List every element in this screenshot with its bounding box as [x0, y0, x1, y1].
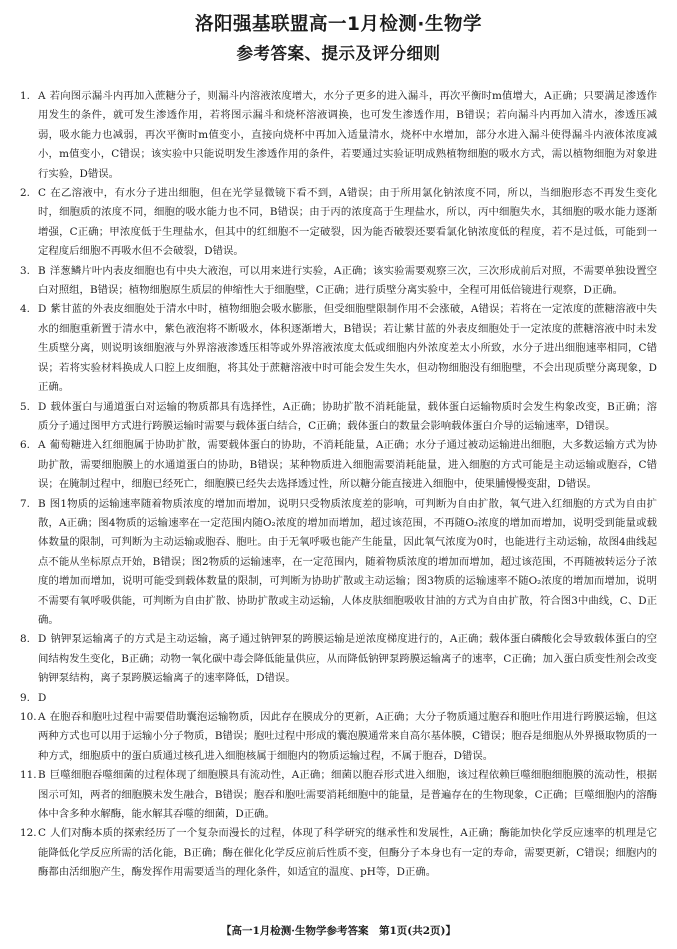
answer-letter: C	[38, 827, 46, 840]
question-number: 4.	[20, 303, 30, 316]
explanation-text: 洋葱鳞片叶内表皮细胞也有中央大液泡，可以用来进行实验，A正确；该实验需要观察三次，三次形成前后对照，不需要单独设置空白对照组，B错误；植物细胞原生质层的伸缩性大于细胞壁，C正确；进行质壁分离实验中，全程可用低倍镜进行观察，D正确。	[38, 264, 657, 297]
question-number: 11.	[20, 769, 37, 782]
answer-item	[20, 495, 657, 631]
question-number: 5.	[20, 400, 30, 413]
answer-letter: D	[38, 303, 47, 316]
question-number: 8.	[20, 633, 30, 646]
question-number: 10.	[20, 711, 37, 723]
answer-item	[20, 824, 657, 882]
answer-letter: D	[38, 400, 47, 413]
page-footer: 【高一1月检测·生物学参考答案 第1页(共2页)】	[220, 925, 456, 937]
answer-item	[20, 708, 657, 766]
answer-letter: C	[38, 187, 46, 200]
answer-letter: A	[38, 711, 46, 723]
answer-letter: B	[38, 497, 46, 510]
answer-item	[20, 630, 657, 688]
answer-letter: D	[38, 691, 47, 704]
explanation-text: 紫甘蓝的外表皮细胞处于清水中时，植物细胞会吸水膨胀，但受细胞壁限制作用不会涨破，A错误；若将在一定浓度的蔗糖溶液中失水的细胞重新置于清水中，紫色液泡将不断吸水，体积逐渐增大，B错误；若让紫甘蓝的外表皮细胞处于一定浓度的蔗糖溶液中时未发生质壁分离，则说明该细胞液与外界溶液渗透压相等或外界溶液浓度太低或细胞内外浓度差太小所致，水分子进出细胞速率相同，C错误；若将实验材料换成人口腔上皮细胞，将其处于蔗糖溶液中时可能会发生失水，但动物细胞没有细胞壁，不会出现质壁分离现象，D正确。	[38, 303, 657, 394]
answer-item	[20, 184, 657, 262]
answer-item	[20, 436, 657, 494]
explanation-text: 在乙溶液中，有水分子进出细胞，但在光学显微镜下看不到，A错误；由于所用氯化钠浓度不同，所以，当细胞形态不再发生变化时，细胞质的浓度不同，细胞的吸水能力也不同，B错误；由于丙的浓度高于生理盐水，所以，丙中细胞失水，其细胞的吸水能力逐渐增强，C正确；甲浓度低于生理盐水，但其中的红细胞不一定破裂，因为能否破裂还要看氯化钠浓度低的程度，若不是过低，可能到一定程度后细胞不再吸水但不会破裂，D错误。	[38, 187, 657, 258]
answer-letter: A	[38, 90, 46, 102]
answer-item	[20, 689, 657, 708]
question-number: 1.	[20, 90, 30, 102]
explanation-text: 图1物质的运输速率随着物质浓度的增加而增加，说明只受物质浓度差的影响，可判断为自由扩散，氧气进入红细胞的方式为自由扩散，A正确；图4物质的运输速率在一定范围内随O₂浓度的增加而增加，超过该范围，不再随O₂浓度的增加而增加，说明受到能量或载体数量的限制，可判断为主动运输或胞吞、胞吐。由于无氧呼吸也能产生能量，因此氧气浓度为0时，也能进行主动运输，故图4曲线起点不能从坐标原点开始，B错误；图2物质的运输速率，在一定范围内，随着物质浓度的增加而增加，超过该范围，不再随被转运分子浓度的增加而增加，说明可能受到载体数量的限制，可判断为协助扩散或主动运输；图3物质的运输速率不随O₂浓度的增加而增加，说明不需要有氧呼吸供能，可判断为自由扩散、协助扩散或主动运输，人体皮肤细胞吸收甘油的方式为自由扩散，符合图3中曲线，C、D正确。	[38, 497, 657, 626]
answer-item	[20, 87, 657, 184]
page-title: 洛阳强基联盟高一1月检测·生物学	[195, 14, 482, 35]
page-subtitle: 参考答案、提示及评分细则	[236, 44, 441, 63]
explanation-text: 人们对酶本质的探索经历了一个复杂而漫长的过程，体现了科学研究的继承性和发展性，A正确；酶能加快化学反应速率的机理是它能降低化学反应所需的活化能，B正确；酶在催化化学反应前后性质不变，但酶分子本身也有一定的寿命，需要更新，C错误；细胞内的酶都由活细胞产生，酶发挥作用需要适当的理化条件，如适宜的温度、pH等，D正确。	[38, 827, 657, 879]
answer-list	[20, 87, 657, 883]
answer-letter: B	[38, 264, 46, 277]
explanation-text: 巨噬细胞吞噬细菌的过程体现了细胞膜具有流动性，A正确；细菌以胞吞形式进入细胞，该过程依赖巨噬细胞细胞膜的流动性，根据图示可知，两者的细胞膜未发生融合，B错误；胞吞和胞吐需要消耗细胞中的能量，是普遍存在的生物现象，C正确；巨噬细胞内的溶酶体中含多种水解酶，能水解其吞噬的细菌，D正确。	[38, 769, 657, 821]
question-number: 6.	[20, 439, 30, 452]
question-number: 2.	[20, 187, 30, 200]
explanation-text: 葡萄糖进入红细胞属于协助扩散，需要载体蛋白的协助，不消耗能量，A正确；水分子通过被动运输进出细胞，大多数运输方式为协助扩散，需要细胞膜上的水通道蛋白的协助，B错误；某种物质进入细胞需要消耗能量，进入细胞的方式可能是主动运输或胞吞，C错误；在腌制过程中，细胞已经死亡，细胞膜已经失去选择透过性，所以糖分能直接进入细胞中，使果脯慢慢变甜，D错误。	[38, 439, 657, 491]
answer-item	[20, 262, 657, 301]
answer-item	[20, 398, 657, 437]
answer-letter: B	[38, 769, 46, 782]
answer-letter: A	[38, 439, 46, 452]
question-number: 9.	[20, 691, 30, 704]
answer-item	[20, 300, 657, 397]
explanation-text: 载体蛋白与通道蛋白对运输的物质都具有选择性，A正确；协助扩散不消耗能量，载体蛋白运输物质时会发生构象改变，B正确；溶质分子通过图甲方式进行跨膜运输时需要与载体蛋白结合，C正确；载体蛋白的数量会影响载体蛋白介导的运输速率，D错误。	[38, 400, 657, 432]
answer-letter: D	[38, 633, 47, 646]
question-number: 12.	[20, 827, 37, 840]
explanation-text: 在胞吞和胞吐过程中需要借助囊泡运输物质，因此存在膜成分的更新，A正确；大分子物质通过胞吞和胞吐作用进行跨膜运输，但这两种方式也可以用于运输小分子物质，B错误；胞吐过程中形成的囊泡膜通常来自高尔基体膜，C错误；胞吞是细胞从外界摄取物质的一种方式，细胞质中的蛋白质通过核孔进入细胞核属于细胞内的物质运输过程，不属于胞吞，D错误。	[38, 711, 657, 762]
explanation-text: 若向图示漏斗内再加入蔗糖分子，则漏斗内溶液浓度增大，水分子更多的进入漏斗，再次平衡时m值增大，A正确；只要满足渗透作用发生的条件，就可发生渗透作用，若将图示漏斗和烧杯溶液调换，也可发生渗透作用，B错误；若向漏斗内再加入清水，渗透压减弱，吸水能力也减弱，再次平衡时m值变小，直接向烧杯中再加入适量清水，烧杯中水增加，部分水进入漏斗使得漏斗内液体浓度减小，m值变小，C错误；该实验中只能说明发生渗透作用的条件，若要通过实验证明成熟植物细胞的吸水方式，需以植物细胞为对象进行实验，D错误。	[38, 90, 657, 180]
question-number: 3.	[20, 264, 30, 277]
explanation-text: 钠钾泵运输离子的方式是主动运输，离子通过钠钾泵的跨膜运输是逆浓度梯度进行的，A正确；载体蛋白磷酸化会导致载体蛋白的空间结构发生变化，B正确；动物一氧化碳中毒会降低能量供应，从而降低钠钾泵跨膜运输离子的速率，C正确；加入蛋白质变性剂会改变钠钾泵结构，离子泵跨膜运输离子的速率降低，D错误。	[38, 633, 657, 685]
question-number: 7.	[20, 497, 30, 510]
answer-item	[20, 766, 657, 824]
